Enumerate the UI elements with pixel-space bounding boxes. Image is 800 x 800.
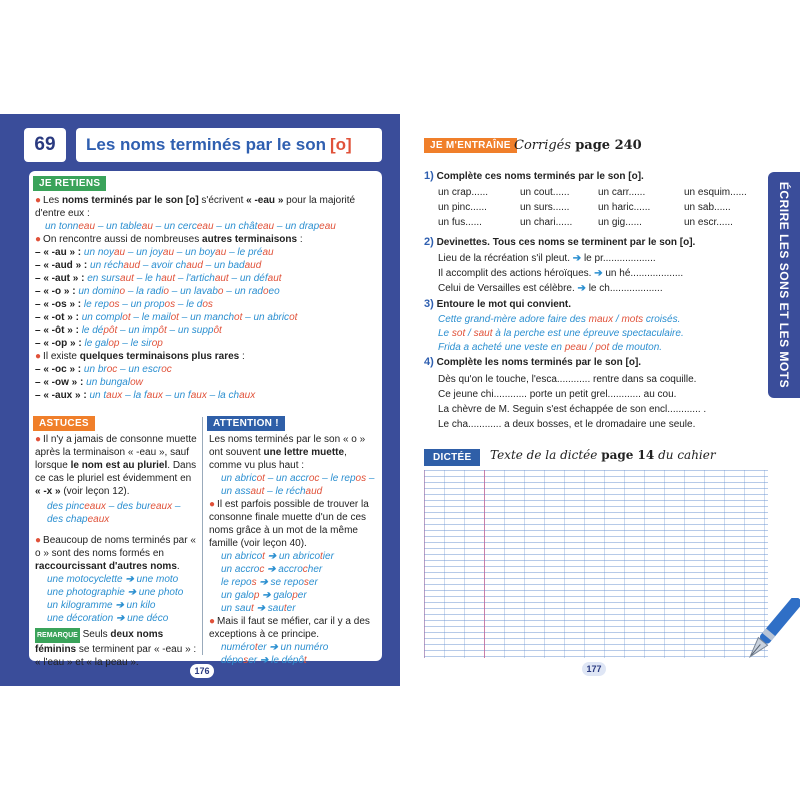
corriges-prefix: Corrigés: [514, 138, 572, 153]
remarque-tag: REMARQUE: [35, 628, 80, 643]
lesson-title: [76, 128, 382, 162]
q1-word: un surs......: [520, 202, 570, 213]
q1-word: un carr......: [598, 187, 646, 198]
q2-title: Devinettes. Tous ces noms se terminent par le son [o].: [436, 237, 696, 248]
q3-title: Entoure le mot qui convient.: [436, 299, 572, 310]
q1-word: un sab......: [684, 202, 731, 213]
q1-word: un esquim......: [684, 187, 747, 198]
q3-line: Le sot / saut à la perche est une épreuve spectaculaire.: [438, 328, 684, 339]
dictee-page: page 14: [601, 448, 655, 462]
corriges-ref: [514, 138, 642, 153]
je-mentraine-tag: JE M'ENTRAÎNE: [424, 138, 517, 153]
attention-column: Les noms terminés par le son « o » ont souvent une lettre muette, comme vu plus haut : un abricot – un accroc – le repos – un assaut – le réchaud ● Il est parfois possible de trouver la consonne finale muette d'un de ces noms grâce à un mot de la même famille (voir leçon 40). un abricot ➔ un abricotier un accroc ➔ accrocher le repos ➔ se reposer un galop ➔ galoper un saut ➔ sauter ● Mais il faut se méfier, car il y a des exceptions à ce principe. numéroter ➔ un numéro déposer ➔ le dépôt: [209, 434, 375, 666]
q1-word: un haric......: [598, 202, 651, 213]
side-tab: [768, 172, 800, 398]
q4-line: Ce jeune chi............ porte un petit grel............ au cou.: [438, 389, 677, 400]
q1-word: un pinc......: [438, 202, 487, 213]
je-retiens-tag: JE RETIENS: [33, 176, 106, 191]
exercise-4: 4) Complète les noms terminés par le son [o]. Dès qu'on le touche, l'esca............ rentre dans sa coquille. Ce jeune chi............ porte un petit grel............ au cou. La chèvre de M. Seguin s'est échappée de son encl............ . Le cha............ a deux bosses, et le dromadaire une seule.: [424, 356, 764, 432]
q4-line: Le cha............ a deux bosses, et le dromadaire une seule.: [438, 419, 696, 430]
attention-tag: ATTENTION !: [207, 416, 285, 431]
q1-word: un escr......: [684, 217, 733, 228]
q1-word: un gig......: [598, 217, 642, 228]
lesson-title-sound: [o]: [329, 135, 352, 154]
q1-word-grid: [438, 185, 764, 230]
q2-line: Celui de Versailles est célèbre. ➔ le ch...................: [438, 283, 663, 294]
lesson-number: 69: [24, 128, 66, 162]
book-spread: [0, 114, 800, 686]
q3-line: Cette grand-mère adore faire des maux / mots croisés.: [438, 314, 681, 325]
q2-line: Lieu de la récréation s'il pleut. ➔ le pr...................: [438, 253, 656, 264]
writing-lines[interactable]: [424, 470, 768, 658]
page-number-left: 176: [190, 664, 214, 678]
exercise-1: 1) Complète ces noms terminés par le son [o]. un crap...... un cout...... un carr...... un esquim...... un pinc...... un surs...... un haric...... un sab...... un fus...... un chari...... un gig...... un escr......: [424, 170, 764, 230]
q4-line: Dès qu'on le touche, l'esca............ rentre dans sa coquille.: [438, 374, 697, 385]
exercise-3: 3) Entoure le mot qui convient. Cette grand-mère adore faire des maux / mots croisés. Le sot / saut à la perche est une épreuve spectaculaire. Frida a acheté une veste en peau / pot de mouton.: [424, 298, 764, 355]
lesson-title-text: Les noms terminés par le son: [86, 135, 326, 154]
dictee-tag: DICTÉE: [424, 449, 480, 466]
fountain-pen-icon: [740, 598, 800, 668]
lesson-content: [29, 171, 382, 668]
q1-word: un fus......: [438, 217, 482, 228]
q2-line: Il accomplit des actions héroïques. ➔ un hé...................: [438, 268, 684, 279]
astuces-column: ● Il n'y a jamais de consonne muette après la terminaison « -eau », sauf lorsque le nom est au pluriel. Dans ce cas le pluriel est évidemment en « -x » (voir leçon 12). des pinceaux – des bureaux – des chapeaux ● Beaucoup de noms terminés par « o » sont des noms formés en raccourcissant d'autres noms. une motocyclette ➔ une moto une photographie ➔ une photo un kilogramme ➔ un kilo une décoration ➔ une déco REMARQUE Seuls deux noms féminins se terminent par « -eau » : « l'eau » et « la peau ».: [35, 434, 197, 668]
q3-line: Frida a acheté une veste en peau / pot de mouton.: [438, 342, 663, 353]
dictee-ref: [490, 448, 716, 462]
dictee-suffix: du cahier: [658, 448, 716, 462]
q1-word: un cout......: [520, 187, 570, 198]
dictee-prefix: Texte de la dictée: [490, 448, 598, 462]
q1-word: un chari......: [520, 217, 573, 228]
q1-title: Complète ces noms terminés par le son [o].: [436, 171, 644, 182]
page-number-right: 177: [582, 662, 606, 676]
q4-line: La chèvre de M. Seguin s'est échappée de son encl............ .: [438, 404, 707, 415]
q4-title: Complète les noms terminés par le son [o].: [436, 357, 642, 368]
side-tab-label: ÉCRIRE LES SONS ET LES MOTS: [777, 181, 791, 389]
column-divider: [202, 417, 203, 655]
retiens-rules: ● Les noms terminés par le son [o] s'écrivent « -eau » pour la majorité d'entre eux : un tonneau – un tableau – un cerceau – un château – un drapeau ● On rencontre aussi de nombreuses autres terminaisons : – « -au » : un noyau – un joyau – un boyau – le préau – « -aud » : un réchaud – avoir chaud – un badaud – « -aut » : en sursaut – le haut – l'artichaut – un défaut – « -o » : un domino – la radio – un lavabo – un radoeo – « -os » : le repos – un propos – le dos – « -ot » : un complot – le mailot – un manchot – un abricot – « -ôt » : le dépôt – un impôt – un suppôt – « -op » : le galop – le sirop ● Il existe quelques terminaisons plus rares : – « -oc » : un broc – un escroc – « -ow » : un bungalow – « -aux » : un taux – la faux – un faux – la chaux: [35, 195, 356, 401]
q1-word: un crap......: [438, 187, 489, 198]
corriges-page: page 240: [575, 138, 642, 153]
exercise-2: 2) Devinettes. Tous ces noms se terminent par le son [o]. Lieu de la récréation s'il pleut. ➔ le pr................... Il accomplit des actions héroïques. ➔ un hé................... Celui de Versailles est célèbre. ➔ le ch...................: [424, 236, 764, 296]
astuces-tag: ASTUCES: [33, 416, 95, 431]
left-page: [0, 114, 400, 686]
